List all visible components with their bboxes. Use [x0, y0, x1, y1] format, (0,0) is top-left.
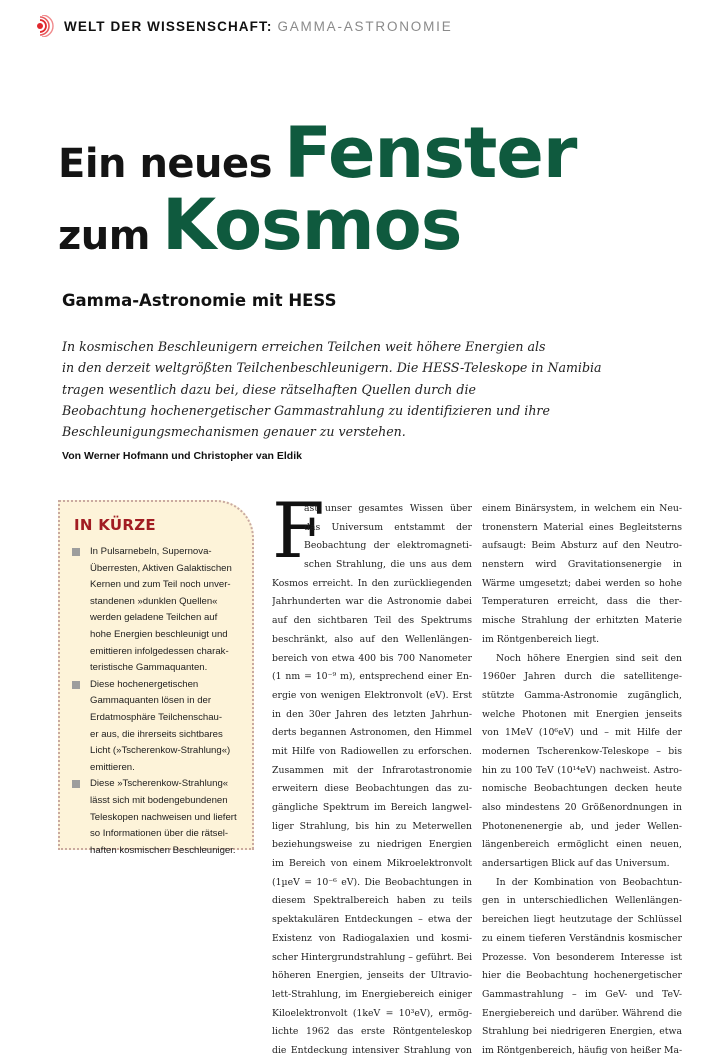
topic-label: GAMMA-ASTRONOMIE [277, 18, 453, 34]
title-line2-big: Kosmos [161, 184, 462, 266]
section-label: WELT DER WISSENSCHAFT: [64, 18, 273, 34]
drop-cap: F [272, 486, 325, 575]
body-column-2: einem Binärsystem, in welchem ein Neu- tronenstern Material eines Begleitsterns aufsaugt: Beim Absturz auf den Neutro- nenstern wird Gravitationsenergie in Wärme umgesetzt; dabei werden so hohe Temperaturen erreicht, dass die ther- mische Strahlung der erhitzten Materie im Röntgenbereich liegt. Noch höhere Energien sind seit den 1960er Jahren durch die satellitenge- stützte Gamma-Astronomie zugänglich, welche Photonen mit Energien jenseits von 1MeV (10⁶eV) und – mit Hilfe der modernen Tscherenkow-Teleskope – bis hin zu 100 TeV (10¹⁴eV) nachweist. Astro- nomische Beobachtungen decken heute also mindestens 20 Größenordnungen in Photonenenergie ab, und jeder Wellen- längenbereich ermöglicht einen neuen, andersartigen Blick auf das Universum. In der Kombination von Beobachtun- gen in unterschiedlichen Wellenlängen- bereichen liegt heutzutage der Schlüssel zu einem tieferen Verständnis kosmischer Prozesse. Von besonderem Interesse ist hier die Beobachtung hochenergetischer Gammastrahlung – im GeV- und TeV- Energiebereich und darüber. Während die Strahlung bei niedrigeren Energien, etwa im Röntgenbereich, häufig von heißer Ma- [482, 503, 682, 1056]
summary-item: Diese »Tscherenkow-Strahlung« lässt sich mit bodengebundenen Teleskopen nachweisen und liefert so Informationen über die rätsel- haften kosmischen Beschleuniger. [72, 776, 250, 859]
square-bullet-icon [72, 548, 80, 556]
lead-line: in den derzeit weltgrößten Teilchenbeschleunigern. Die HESS-Teleskope in Namibia [62, 360, 602, 376]
radio-waves-icon [36, 15, 58, 37]
summary-item: Diese hochenergetischen Gammaquanten lösen in der Erdatmosphäre Teilchenschau- er aus, die ihrerseits sichtbares Licht (»Tscherenkow-Strahlung«) emittieren. [72, 677, 250, 777]
article-subtitle: Gamma-Astronomie mit HESS [62, 291, 337, 310]
title-line1-small: Ein neues [58, 141, 272, 187]
lead-line: tragen wesentlich dazu bei, diese rätselhaften Quellen durch die [62, 381, 476, 397]
byline: Von Werner Hofmann und Christopher van Eldik [62, 450, 302, 462]
lead-line: In kosmischen Beschleunigern erreichen Teilchen weit höhere Energien als [62, 339, 546, 354]
square-bullet-icon [72, 780, 80, 788]
body-column-1: ast unser gesamtes Wissen über das Universum entstammt der Beobachtung der elektromagneti- schen Strahlung, die uns aus dem Kosmos erreicht. In den zurückliegenden Jahrhunderten war die Astronomie dabei auf den sichtbaren Teil des Spektrums beschränkt, also auf den Wellenlängen- bereich von etwa 400 bis 700 Nanometer (1 nm = 10⁻⁹ m), entsprechend einer En- ergie von wenigen Elektronvolt (eV). Erst in den 30er Jahren des letzten Jahrhun- derts begannen Astronomen, den Himmel mit Hilfe von Radiowellen zu erforschen. Zusammen mit der Infrarotastronomie erweitern diese Beobachtungen das zu- gängliche Spektrum im Bereich langwel- liger Strahlung, bis hin zu Meterwellen beziehungsweise zu niedrigen Energien im Bereich von einem Mikroelektronvolt (1µeV = 10⁻⁶ eV). Die Beobachtungen in diesem Spektralbereich haben zu teils spektakulären Entdeckungen – etwa der Existenz von Radiogalaxien und kosmi- scher Hintergrundstrahlung – geführt. Bei höheren Energien, jenseits der Ultravio- lett-Strahlung, im Energiebereich einiger Kiloelektronvolt (1keV = 10³eV), ermög- lichte 1962 das erste Röntgenteleskop die Entdeckung intensiver Strahlung von [272, 503, 472, 1056]
article-title [58, 112, 577, 272]
title-line1-big: Fenster [283, 112, 577, 194]
square-bullet-icon [72, 681, 80, 689]
lead-line: Beobachtung hochenergetischer Gammastrahlung zu identifizieren und ihre [62, 402, 550, 418]
summary-list [72, 544, 250, 859]
summary-item: In Pulsarnebeln, Supernova- Überresten, Aktiven Galaktischen Kernen und zum Teil noch unver- standenen »dunklen Quellen« werden geladene Teilchen auf hohe Energien beschleunigt und emittieren infolgedessen charak- teristische Gammaquanten. [72, 544, 250, 677]
title-line2-small: zum [58, 213, 150, 259]
page-header [36, 12, 453, 40]
lead-paragraph [62, 336, 622, 442]
summary-title: IN KÜRZE [74, 516, 156, 534]
summary-box [58, 500, 254, 856]
lead-line: Beschleunigungsmechanismen genauer zu verstehen. [62, 424, 406, 440]
